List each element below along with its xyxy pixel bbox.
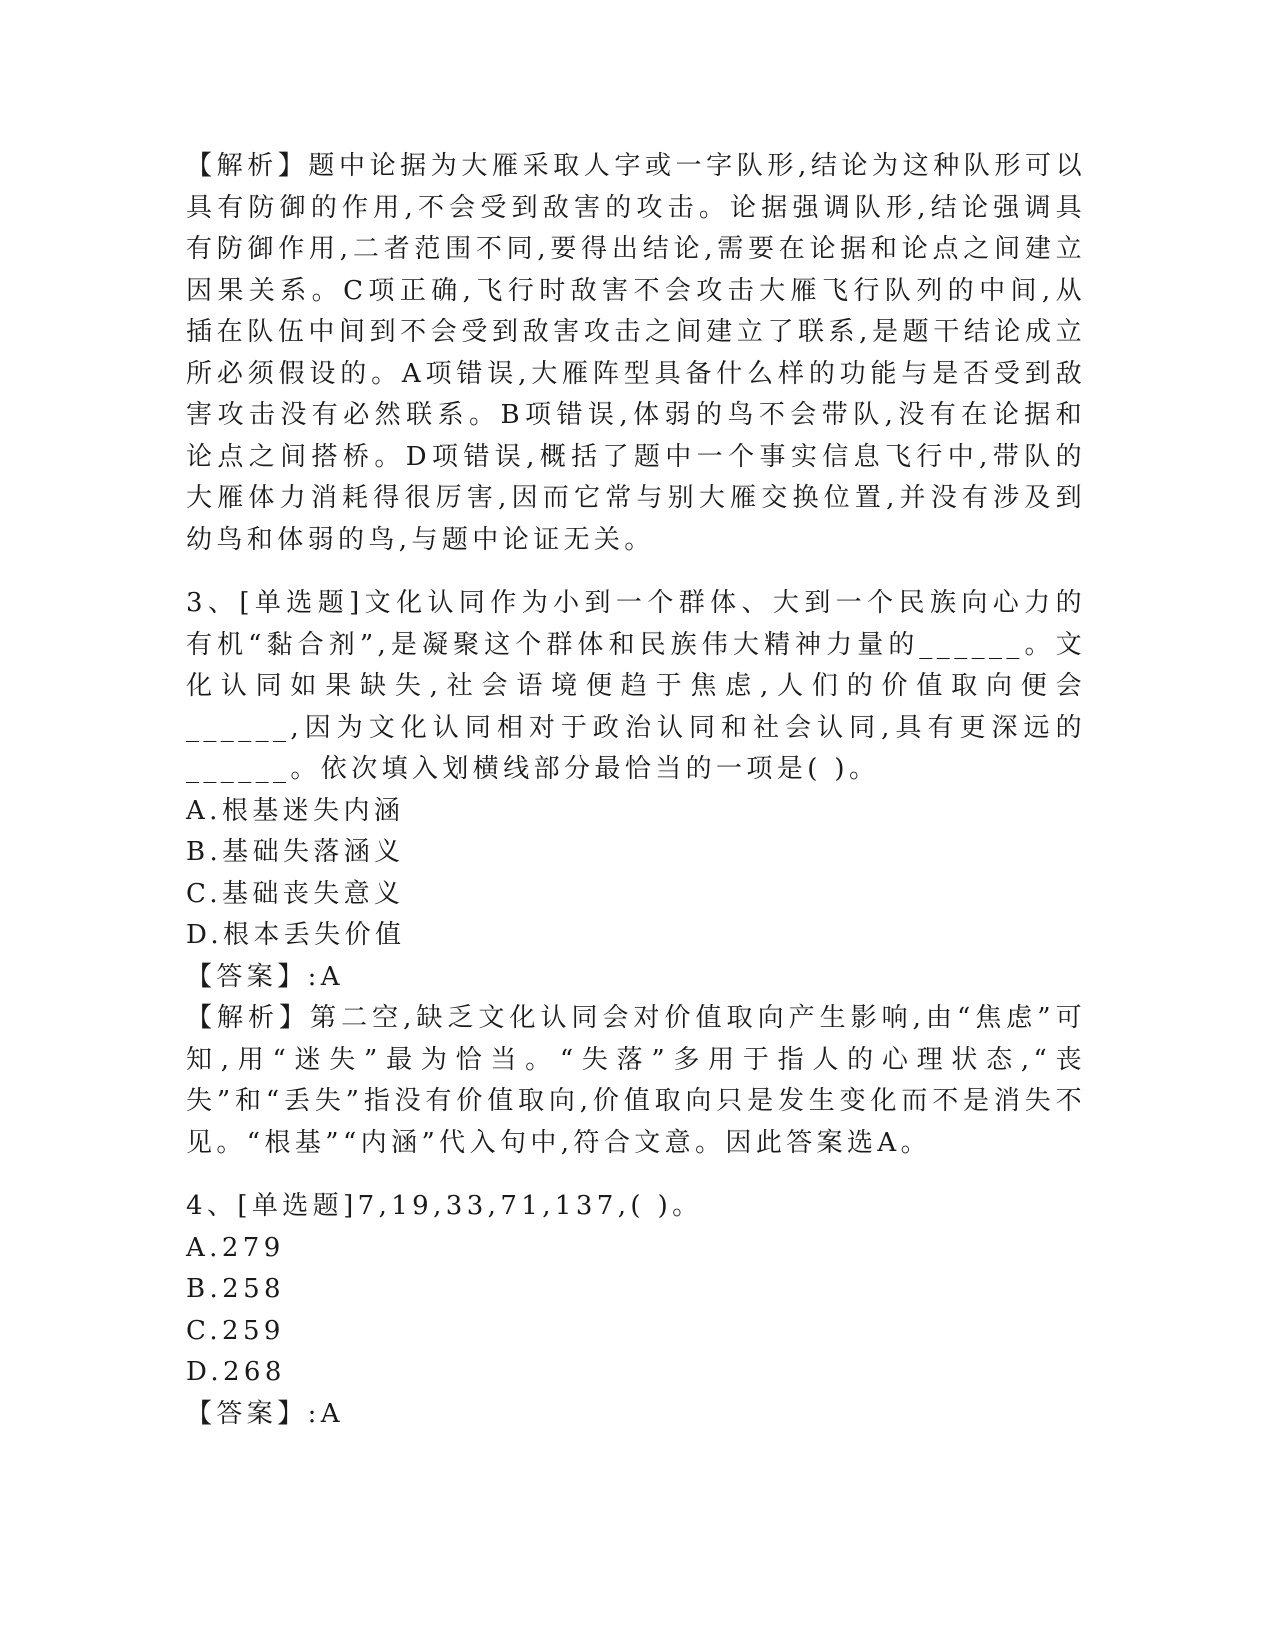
question-4-option-b: B.258: [186, 1274, 285, 1304]
spacer: [186, 561, 1086, 583]
question-3-stem: 3、[单选题]文化认同作为小到一个群体、大到一个民族向心力的有机“黏合剂”,是凝聚这个群体和民族伟大精神力量的______。文化认同如果缺失,社会语境便趋于焦虑,人们的价值取向便会______,因为文化认同相对于政治认同和社会认同,具有更深远的______。依次填入划横线部分最恰当的一项是( )。: [186, 588, 1086, 784]
question-4-option-d: D.268: [186, 1357, 286, 1387]
question-3-analysis: 【解析】第二空,缺乏文化认同会对价值取向产生影响,由“焦虑”可知,用“迷失”最为恰当。“失落”多用于指人的心理状态,“丧失”和“丢失”指没有价值取向,价值取向只是发生变化而不是消失不见。“根基”“内涵”代入句中,符合文意。因此答案选A。: [186, 1003, 1086, 1158]
document-page: [186, 146, 1086, 1435]
question-4-option-c: C.259: [186, 1315, 285, 1346]
question-3-option-a: A.根基迷失内涵: [186, 795, 405, 826]
question-4-option-a: A.279: [186, 1232, 285, 1263]
question-2-analysis-block: [186, 146, 1086, 561]
question-3-option-b: B.基础失落涵义: [186, 837, 405, 867]
spacer: [186, 1164, 1086, 1186]
question-2-analysis: 【解析】题中论据为大雁采取人字或一字队形,结论为这种队形可以具有防御的作用,不会受到敌害的攻击。论据强调队形,结论强调具有防御作用,二者范围不同,要得出结论,需要在论据和论点之间建立因果关系。C项正确,飞行时敌害不会攻击大雁飞行队列的中间,从插在队伍中间到不会受到敌害攻击之间建立了联系,是题干结论成立所必须假设的。A项错误,大雁阵型具备什么样的功能与是否受到敌害攻击没有必然联系。B项错误,体弱的鸟不会带队,没有在论据和论点之间搭桥。D项错误,概括了题中一个事实信息飞行中,带队的大雁体力消耗得很厉害,因而它常与别大雁交换位置,并没有涉及到幼鸟和体弱的鸟,与题中论证无关。: [186, 151, 1086, 555]
question-3-answer: 【答案】:A: [186, 961, 344, 992]
question-4-stem: 4、[单选题]7,19,33,71,137,( )。: [186, 1191, 703, 1221]
question-3-option-c: C.基础丧失意义: [186, 878, 405, 909]
question-3-option-d: D.根本丢失价值: [186, 920, 406, 950]
question-4-block: [186, 1186, 1086, 1435]
question-3-block: [186, 583, 1086, 1164]
question-4-answer: 【答案】:A: [186, 1398, 344, 1429]
